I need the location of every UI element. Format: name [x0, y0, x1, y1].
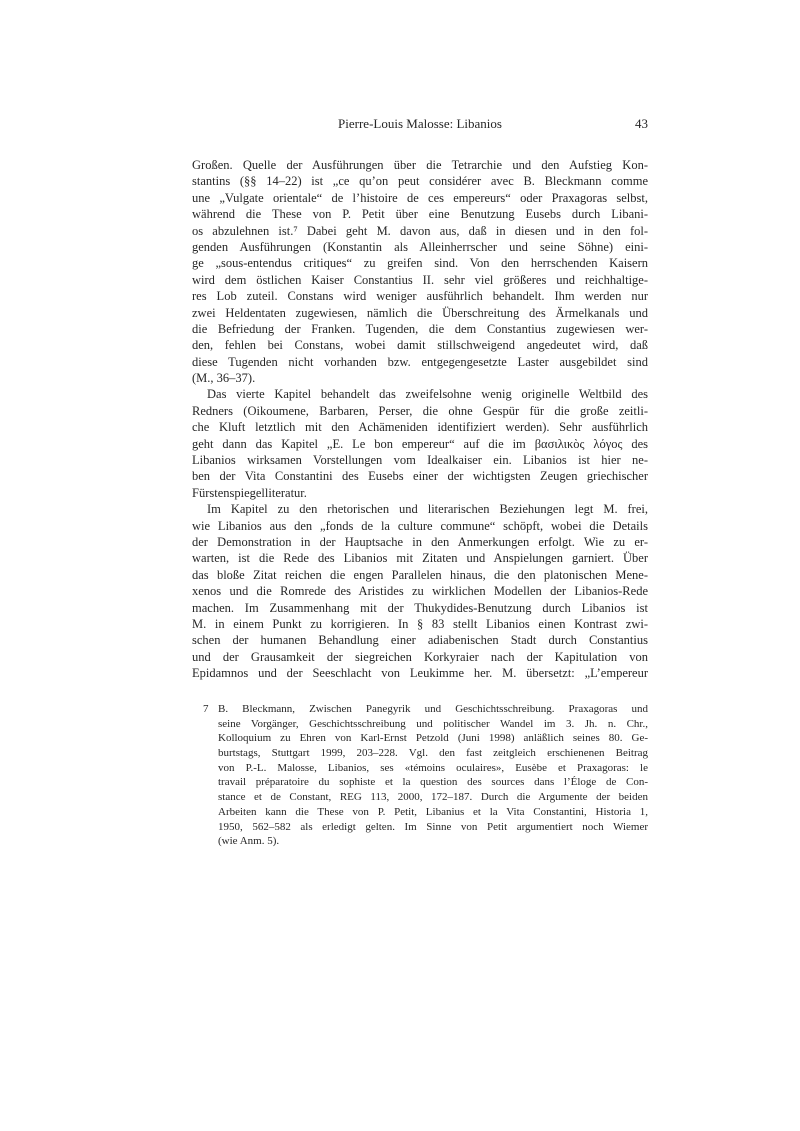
text-line: res Lob zuteil. Constans wird weniger ausführlich behandelt. Ihm werden nur	[192, 289, 648, 304]
text-line: Das vierte Kapitel behandelt das zweifelsohne wenig originelle Weltbild des	[207, 387, 648, 402]
text-line: (M., 36–37).	[192, 371, 256, 386]
text-line: os abzulehnen ist.⁷ Dabei geht M. davon aus, daß in diesen und in den fol-	[192, 223, 648, 238]
text-line: und der Grausamkeit der siegreichen Korkyraier nach der Kapitulation von	[192, 649, 648, 664]
text-line: xenos und die Romrede des Aristides zu wirklichen Modellen der Libanios-Rede	[192, 584, 648, 599]
body-text	[192, 157, 648, 682]
text-line: schen der humanen Behandlung einer adiabenischen Stadt durch Constantius	[192, 633, 648, 648]
text-line: genden Ausführungen (Konstantin als Alleinherrscher und seine Söhne) eini-	[192, 239, 648, 254]
footnote-section	[192, 702, 648, 849]
text-line: ben der Vita Constantini des Eusebs einer der wichtigsten Zeugen griechischer	[192, 469, 648, 484]
running-title: Pierre-Louis Malosse: Libanios	[338, 116, 502, 131]
text-line: M. in einem Punkt zu korrigieren. In § 83 stellt Libanios einen Kontrast zwi-	[192, 616, 648, 631]
text-line: geht dann das Kapitel „E. Le bon empereur“ auf die im βασιλικὸς λόγος des	[192, 436, 648, 451]
paragraph	[192, 157, 648, 386]
page-header	[192, 116, 648, 134]
footnote-line: 1950, 562–582 als erledigt gelten. Im Sinne von Petit argumentiert noch Wiemer	[218, 820, 648, 833]
text-line: Im Kapitel zu den rhetorischen und literarischen Beziehungen legt M. frei,	[207, 502, 648, 517]
text-line: che Kluft letztlich mit den Achämeniden identifiziert werden). Sehr ausführlich	[192, 420, 648, 435]
text-line: zwei Heldentaten zugewiesen, nämlich die Überschreitung des Ärmelkanals und	[192, 305, 648, 320]
footnote-line: Arbeiten kann die These von P. Petit, Libanius et la Vita Constantini, Historia 1,	[218, 805, 648, 818]
footnote-line: B. Bleckmann, Zwischen Panegyrik und Geschichtsschreibung. Praxagoras und	[218, 703, 648, 715]
footnote-line: travail préparatoire du sophiste et la question des sources dans l’Éloge de Con-	[218, 776, 648, 789]
text-line: wird dem östlichen Kaiser Constantius II. sehr viel größeres und reichhaltige-	[192, 272, 648, 287]
footnote-number: 7	[203, 703, 209, 715]
footnote-line: burtstags, Stuttgart 1999, 203–228. Vgl. den fast zeitgleich erschienenen Beitrag	[218, 747, 648, 760]
text-line: Großen. Quelle der Ausführungen über die Tetrarchie und den Aufstieg Kon-	[192, 158, 648, 172]
footnote-line: Kolloquium zu Ehren von Karl-Ernst Petzold (Juni 1998) anläßlich seines 80. Ge-	[218, 732, 648, 745]
footnote-line: stance et de Constant, REG 113, 2000, 172–187. Durch die Argumente der beiden	[218, 791, 648, 804]
footnote-line: seine Vorgänger, Geschichtsschreibung und politischer Wandel im 3. Jh. n. Chr.,	[218, 717, 648, 730]
text-line: Fürstenspiegelliteratur.	[192, 485, 307, 500]
text-line: Redners (Oikoumene, Barbaren, Perser, die ohne Gespür für die große zeitli-	[192, 403, 648, 418]
footnote-lines	[192, 702, 648, 849]
text-line: machen. Im Zusammenhang mit der Thukydides-Benutzung durch Libanios ist	[192, 600, 648, 615]
text-line: diese Tugenden nicht vorhanden bzw. entgegengesetzte Laster ausgebildet sind	[192, 354, 648, 369]
text-line: warten, ist die Rede des Libanios mit Zitaten und Anspielungen garniert. Über	[192, 551, 648, 566]
page-number: 43	[635, 116, 648, 131]
text-line: Epidamnos und der Seeschlacht von Leukimme her. M. übersetzt: „L’empereur	[192, 666, 648, 681]
text-line: stantins (§§ 14–22) ist „ce qu’on peut considérer avec B. Bleckmann comme	[192, 174, 648, 189]
text-line: der Demonstration in der Hauptsache in den Anmerkungen erfolgt. Wie zu er-	[192, 534, 648, 549]
footnote-line: von P.-L. Malosse, Libanios, ses «témoins oculaires», Eusèbe et Praxagoras: le	[218, 761, 648, 774]
text-line: wie Libanios aus den „fonds de la culture commune“ schöpft, wobei die Details	[192, 518, 648, 533]
paragraph	[192, 501, 648, 681]
text-line: das bloße Zitat reichen die engen Parallelen hinaus, die den platonischen Mene-	[192, 567, 648, 582]
footnote-line: (wie Anm. 5).	[218, 835, 280, 848]
text-line: während die These von P. Petit über eine Benutzung Eusebs durch Libani-	[192, 207, 648, 222]
paragraph	[192, 386, 648, 501]
text-line: ge „sous-entendus critiques“ zu greifen sind. Von den herrschenden Kaisern	[192, 256, 648, 271]
text-line: den, fehlen bei Constans, wobei damit stillschweigend angedeutet wird, daß	[192, 338, 648, 353]
text-line: une „Vulgate orientale“ de l’histoire de ces empereurs“ oder Praxagoras selbst,	[192, 190, 648, 205]
text-line: Libanios wirksamen Vorstellungen vom Idealkaiser ein. Libanios ist hier ne-	[192, 453, 648, 468]
text-line: die Befriedung der Franken. Tugenden, die dem Constantius zugewiesen wer-	[192, 321, 648, 336]
